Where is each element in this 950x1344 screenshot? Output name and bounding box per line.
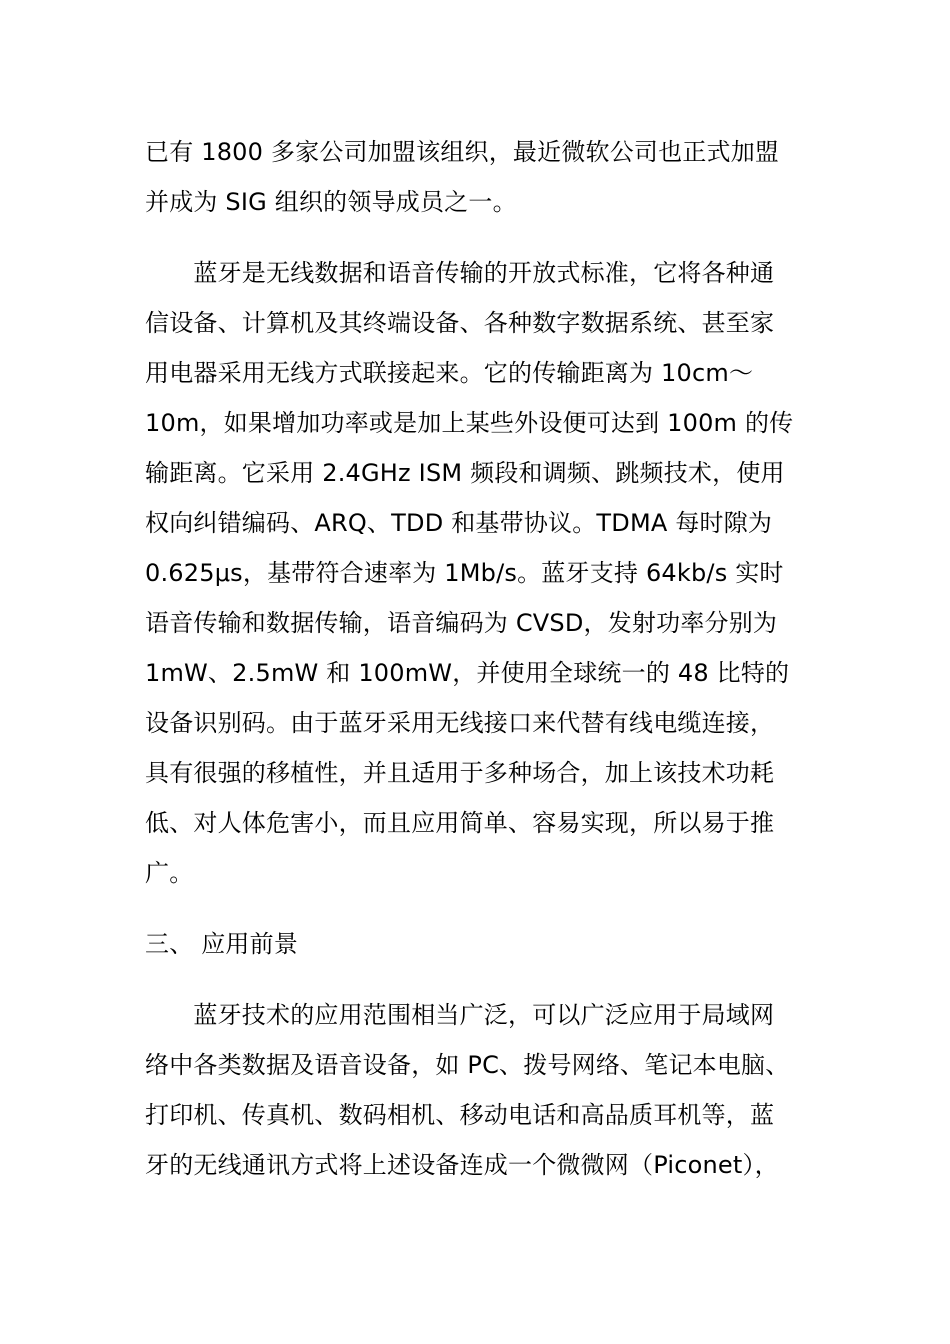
paragraph-2-line-7: 0.625μs，基带符合速率为 1Mb/s。蓝牙支持 64kb/s 实时 xyxy=(145,559,784,587)
paragraph-2-line-10: 设备识别码。由于蓝牙采用无线接口来代替有线电缆连接， xyxy=(145,709,775,737)
paragraph-1-line-2: 并成为 SIG 组织的领导成员之一。 xyxy=(145,188,517,216)
paragraph-2-line-6: 权向纠错编码、ARQ、TDD 和基带协议。TDMA 每时隙为 xyxy=(145,509,773,537)
paragraph-1-line-1: 已有 1800 多家公司加盟该组织，最近微软公司也正式加盟 xyxy=(145,138,780,166)
paragraph-2-line-4: 10m，如果增加功率或是加上某些外设便可达到 100m 的传 xyxy=(145,409,794,437)
paragraph-2-line-11: 具有很强的移植性，并且适用于多种场合，加上该技术功耗 xyxy=(145,759,775,787)
section-heading: 三、 应用前景 xyxy=(145,930,299,958)
paragraph-3-line-1: 蓝牙技术的应用范围相当广泛，可以广泛应用于局域网 xyxy=(145,1001,775,1029)
paragraph-2-line-13: 广。 xyxy=(145,859,194,887)
paragraph-2-line-5: 输距离。它采用 2.4GHz ISM 频段和调频、跳频技术，使用 xyxy=(145,459,785,487)
paragraph-2-line-3: 用电器采用无线方式联接起来。它的传输距离为 10cm～ xyxy=(145,359,754,387)
paragraph-2-line-12: 低、对人体危害小，而且应用简单、容易实现，所以易于推 xyxy=(145,809,775,837)
paragraph-3-line-4: 牙的无线通讯方式将上述设备连成一个微微网（Piconet）， xyxy=(145,1151,779,1179)
paragraph-2-line-9: 1mW、2.5mW 和 100mW，并使用全球统一的 48 比特的 xyxy=(145,659,790,687)
paragraph-3-line-3: 打印机、传真机、数码相机、移动电话和高品质耳机等，蓝 xyxy=(145,1101,775,1129)
paragraph-2-line-8: 语音传输和数据传输，语音编码为 CVSD，发射功率分别为 xyxy=(145,609,778,637)
paragraph-2-line-1: 蓝牙是无线数据和语音传输的开放式标准，它将各种通 xyxy=(145,259,775,287)
paragraph-2-line-2: 信设备、计算机及其终端设备、各种数字数据系统、甚至家 xyxy=(145,309,775,337)
paragraph-3-line-2: 络中各类数据及语音设备，如 PC、拨号网络、笔记本电脑、 xyxy=(145,1051,790,1079)
